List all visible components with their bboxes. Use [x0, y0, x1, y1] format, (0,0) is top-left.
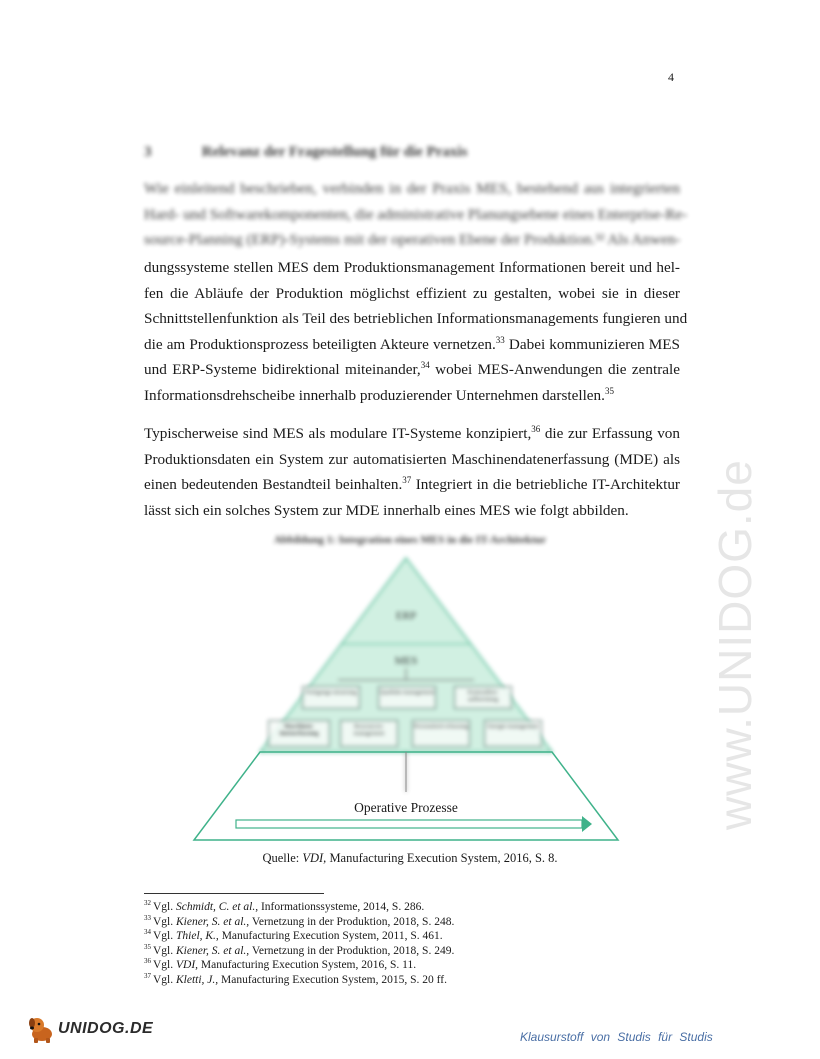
footnote-number: 34 — [144, 928, 151, 937]
text-line: Schnittstellenfunktion als Teil des betrieblichen Informationsmanagements fungieren und — [144, 310, 688, 327]
footnote-pre: Vgl. — [153, 959, 176, 971]
unidog-logo[interactable] — [26, 1014, 153, 1044]
text-segment: Typischerweise sind MES als modulare IT-Systeme konzipiert, — [144, 425, 532, 442]
footnote-pre: Vgl. — [153, 930, 176, 942]
footnote — [144, 915, 644, 930]
module-box: Energie-management — [484, 720, 542, 747]
footnote — [144, 973, 644, 988]
text-line: dungssysteme stellen MES dem Produktionsmanagement Informationen bereit und hel- — [144, 259, 680, 276]
text-segment: Informationsdrehscheibe innerhalb produzierender Unternehmen darstellen. — [144, 386, 605, 404]
paragraph-2 — [144, 421, 680, 523]
text-line — [144, 472, 680, 498]
footnote-number: 33 — [144, 913, 151, 922]
text-line: Produktionsdaten ein System zur automatisierten Maschinendatenerfassung (MDE) als — [144, 450, 680, 468]
module-box: Qualitäts-management — [378, 686, 436, 709]
footnote — [144, 900, 644, 915]
footnote-ref: 37 — [402, 474, 412, 485]
section-heading — [144, 144, 684, 161]
footnote-number: 35 — [144, 942, 151, 951]
source-prefix: Quelle: — [262, 851, 303, 865]
text-line: lässt sich ein solches System zur MDE innerhalb eines MES wie folgt abbilden. — [144, 501, 629, 519]
footnote-author: VDI, — [176, 959, 199, 971]
footnote-ref: 36 — [531, 423, 541, 434]
text-segment: die am Produktionsprozess beteiligten Akteure vernetzen. — [144, 335, 496, 353]
text-line — [144, 357, 680, 383]
text-line — [144, 332, 680, 358]
footnotes — [144, 900, 644, 987]
module-box-mde: Maschinen-datenerfassung — [268, 720, 330, 747]
footnote-pre: Vgl. — [153, 915, 176, 928]
watermark: www.UNIDOG.de — [709, 459, 761, 830]
footnote-ref: 34 — [420, 359, 430, 370]
pyramid-figure — [190, 556, 622, 846]
footnote-ref: 33 — [495, 334, 505, 345]
footnote — [144, 958, 644, 973]
footnote-ref: 35 — [604, 385, 614, 396]
footnote — [144, 944, 644, 959]
module-box: Kennzahlen-aufbereitung — [454, 686, 512, 709]
text-segment: und ERP-Systeme bidirektional miteinander, — [144, 361, 421, 378]
module-box: Personalzeit-erfassung — [412, 720, 470, 747]
footnote-rest: Vernetzung in der Produktion, 2018, S. 248. — [249, 915, 455, 928]
figure-source — [0, 851, 820, 866]
footnote-author: Thiel, K., — [176, 930, 219, 942]
text-line: Wie einleitend beschrieben, verbinden in der Praxis MES, bestehend aus integrierten — [144, 180, 680, 197]
footnote-rest: Vernetzung in der Produktion, 2018, S. 249. — [249, 944, 455, 957]
footnote-divider — [144, 893, 324, 894]
module-box: Fertigungs-steuerung — [302, 686, 360, 709]
operative-processes-label: Operative Prozesse — [354, 800, 458, 815]
mes-label: MES — [394, 655, 418, 667]
logo-text: UNIDOG.DE — [58, 1020, 154, 1037]
footnote-number: 37 — [144, 971, 151, 980]
text-line: fen die Abläufe der Produktion möglichst effizient zu gestalten, wobei sie in dieser — [144, 284, 680, 302]
blurred-intro — [144, 176, 688, 253]
process-arrow-head — [582, 816, 592, 832]
footnote-pre: Vgl. — [153, 973, 176, 986]
paragraph-1 — [144, 255, 688, 408]
text-line — [144, 421, 680, 447]
footnote-author: Kletti, J., — [176, 973, 219, 986]
footnote-number: 32 — [144, 899, 151, 908]
section-title: Relevanz der Fragestellung für die Praxis — [201, 144, 468, 160]
erp-label: ERP — [395, 610, 417, 622]
footnote-author: Kiener, S. et al., — [176, 944, 250, 957]
text-segment: Dabei kommunizieren MES — [504, 335, 680, 353]
footnote-pre: Vgl. — [153, 944, 176, 957]
slogan: Klausurstoff von Studis für Studis — [520, 1030, 713, 1044]
source-author: VDI, — [302, 851, 327, 865]
text-line — [144, 383, 680, 409]
footnote-rest: Manufacturing Execution System, 2015, S. 20 ff. — [218, 973, 447, 986]
text-line: Hard- und Softwarekomponenten, die administrative Planungsebene eines Enterprise-Re- — [144, 205, 688, 223]
process-arrow-bar — [236, 820, 582, 828]
footnote-pre: Vgl. — [153, 901, 176, 913]
module-box: Ressourcen-management — [340, 720, 398, 747]
dog-icon — [26, 1014, 56, 1044]
footnote-author: Schmidt, C. et al., — [176, 901, 259, 913]
footnote-rest: Informationssysteme, 2014, S. 286. — [258, 901, 425, 913]
footnote-number: 36 — [144, 957, 151, 966]
text-segment: Integriert in die betriebliche IT-Architektur — [411, 476, 680, 493]
page-number: 4 — [668, 70, 674, 84]
text-line: source-Planning (ERP)-Systems mit der operativen Ebene der Produktion.³² Als Anwen- — [144, 231, 681, 248]
footnote — [144, 929, 644, 944]
text-segment: die zur Erfassung von — [540, 425, 680, 442]
footnote-rest: Manufacturing Execution System, 2016, S. 11. — [198, 959, 417, 971]
figure-caption: Abbildung 1: Integration eines MES in die IT-Architektur — [273, 534, 547, 546]
footnote-rest: Manufacturing Execution System, 2011, S. 461. — [218, 930, 443, 942]
text-segment: wobei MES-Anwendungen die zentrale — [429, 361, 680, 378]
source-rest: Manufacturing Execution System, 2016, S. 8. — [326, 851, 558, 865]
section-number: 3 — [144, 144, 152, 160]
text-segment: einen bedeutenden Bestandteil beinhalten. — [144, 476, 403, 493]
footnote-author: Kiener, S. et al., — [176, 915, 250, 928]
